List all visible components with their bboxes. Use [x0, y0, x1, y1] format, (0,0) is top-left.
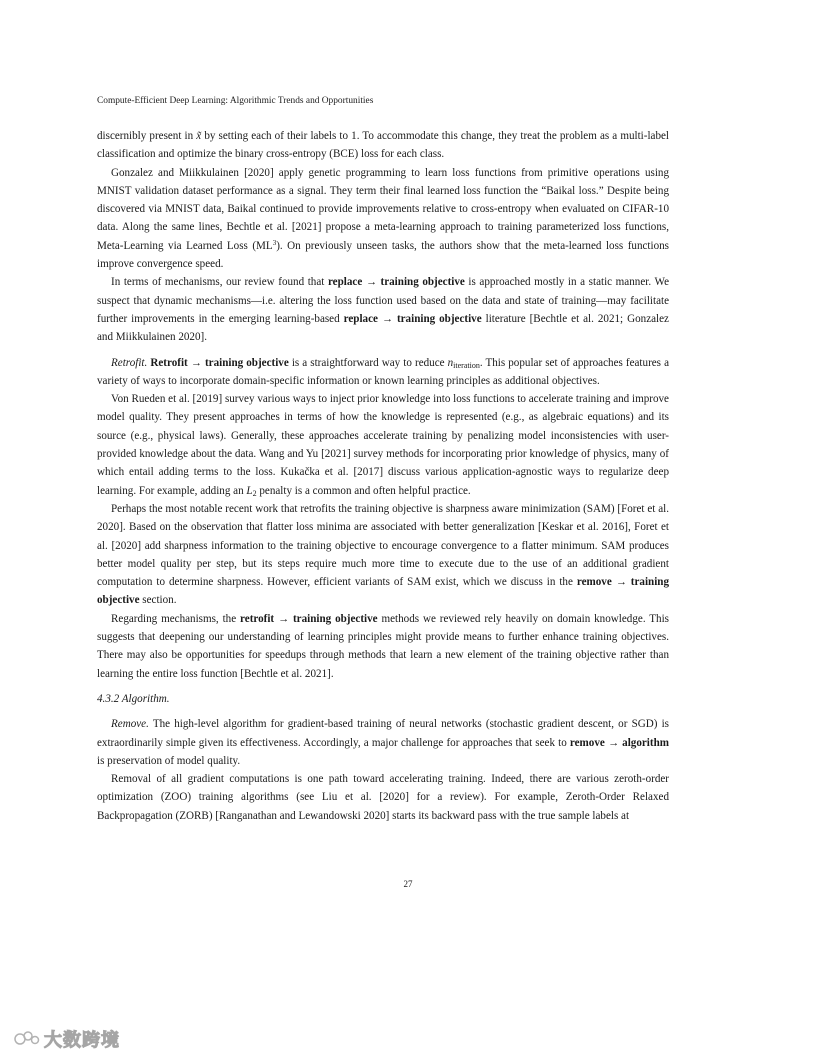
subsection-heading: 4.3.2 Algorithm.	[97, 692, 170, 705]
paragraph: discernibly present in x̃ by setting each of their labels to 1. To accommodate this change, they treat the problem as a multi-label classification and optimize the binary cross-entropy (BCE) loss for each class.	[97, 130, 670, 161]
paragraph: In terms of mechanisms, our review found that replace → training objective is approached mostly in a static manner. We suspect that dynamic mechanisms—i.e. altering the loss function used based on the data and state of training—may facilitate further improvements in the emerging learning-based replace → training objective literature [Bechtle et al. 2021; Gonzalez and Miikkulainen 2020].	[97, 276, 669, 344]
paragraph-remove: Remove. The high-level algorithm for gradient-based training of neural networks (stochastic gradient descent, or SGD) is extraordinarily simple given its effectiveness. Accordingly, a major challenge for approaches that seek to remove → algorithm is preservation of model quality.	[97, 718, 669, 767]
watermark-text: 大数跨境	[44, 1030, 120, 1051]
run-in-heading: Remove.	[111, 718, 149, 731]
paragraph: Gonzalez and Miikkulainen [2020] apply genetic programming to learn loss functions from primitive operations using MNIST validation dataset performance as a signal. They term their final learned loss function the “Baikal loss.” Despite being discovered via MNIST data, Baikal continued to provide improvements relative to cross-entropy when evaluated on CIFAR-10 data. Along the same lines, Bechtle et al. [2021] propose a meta-learning approach to training parameterized loss functions, Meta-Learning via Learned Loss $(ML^3)$. On previously unseen tasks, the authors show that the meta-learned loss functions improve convergence speed.	[97, 166, 669, 271]
watermark-logo-icon	[14, 1030, 40, 1048]
page-number: 27	[403, 879, 413, 889]
paragraph-retrofit: Retrofit. Retrofit → training objective is a straightforward way to reduce $n_{iteration}$. This popular set of approaches features a variety of ways to incorporate domain-specific information or known learning principles as additional objectives.	[97, 356, 669, 387]
paragraph: Perhaps the most notable recent work that retrofits the training objective is sharpness aware minimization (SAM) [Foret et al. 2020]. Based on the observation that flatter loss minima are associated with better generalization [Keskar et al. 2016], Foret et al. [2020] add sharpness information to the training objective to encourage convergence to a flatter minimum. SAM produces better model quality per step, but its steps require much more time to execute due to the use of an additional gradient computation to determine sharpness. However, efficient variants of SAM exist, which we discuss in the remove → training objective section.	[97, 502, 669, 607]
run-in-heading: Retrofit.	[111, 356, 148, 369]
running-header: Compute-Efficient Deep Learning: Algorithmic Trends and Opportunities	[97, 96, 374, 106]
body-text	[97, 127, 669, 825]
paragraph: Von Rueden et al. [2019] survey various ways to inject prior knowledge into loss functions to accelerate training and improve model quality. They present approaches in terms of how the knowledge is represented (e.g., as algebraic equations) and its source (e.g., physical laws). Generally, these approaches accelerate training by penalizing model inconsistencies with user-provided knowledge about the data. Wang and Yu [2021] survey methods for incorporating prior knowledge of physics, many of which entail adding terms to the loss. Kukačka et al. [2017] discuss various application-agnostic ways to regularize deep learning. For example, adding an $L_2$ penalty is a common and often helpful practice.	[97, 393, 669, 498]
paragraph: Removal of all gradient computations is one path toward accelerating training. Indeed, there are various zeroth-order optimization (ZOO) training algorithms (see Liu et al. [2020] for a review). For example, Zeroth-Order Relaxed Backpropagation (ZORB) [Ranganathan and Lewandowski 2020] starts its backward pass with the true sample labels at	[97, 773, 669, 822]
paragraph: Regarding mechanisms, the retrofit → training objective methods we reviewed rely heavily on domain knowledge. This suggests that deepening our understanding of learning principles might provide means to further enhance training objectives. There may also be opportunities for speedups through methods that learn a new element of the training objective rather than learning the entire loss function [Bechtle et al. 2021].	[97, 612, 669, 680]
watermark	[14, 1026, 120, 1052]
